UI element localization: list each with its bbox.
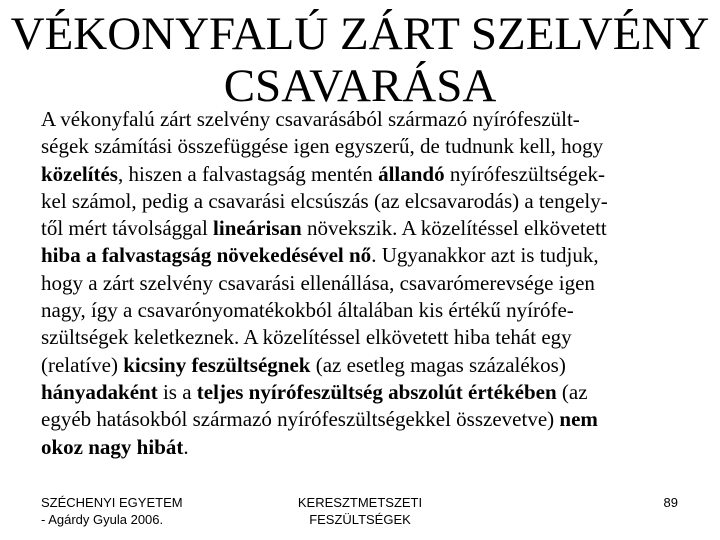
emphasis-hanyadakent: hányadaként — [41, 379, 158, 404]
body-line-3 — [41, 161, 691, 188]
body-paragraph — [41, 106, 691, 461]
slide-title-line-1: VÉKONYFALÚ ZÁRT SZELVÉNY — [10, 8, 710, 60]
body-text-segment: A vékonyfalú zárt szelvény csavarásából származó nyírófeszült- — [41, 107, 580, 131]
body-text-segment: (az — [556, 379, 588, 404]
body-text-segment: . — [183, 434, 189, 459]
body-line-7 — [41, 270, 691, 297]
body-line-1 — [41, 106, 691, 133]
footer-author — [41, 494, 183, 528]
footer-topic-line-1: KERESZTMETSZETI — [297, 495, 423, 510]
body-text-segment: , hiszen a falvastagság mentén — [117, 161, 379, 186]
body-text-segment: től mért távolsággal — [41, 216, 214, 241]
body-line-5 — [41, 215, 691, 242]
footer-author-year: - Agárdy Gyula 2006. — [41, 512, 164, 527]
body-text-segment: hogy a zárt szelvény csavarási ellenállása, csavarómerevsége igen — [41, 270, 595, 295]
body-text-segment: nyírófeszültségek- — [444, 161, 605, 186]
page-number: 89 — [663, 495, 678, 510]
body-text-segment: növekszik. A közelítéssel elkövetett — [301, 216, 607, 241]
emphasis-linearisan: lineárisan — [213, 216, 302, 241]
emphasis-hiba-no: hiba a falvastagság növekedésével nő — [41, 243, 372, 268]
body-text-segment: kel számol, pedig a csavarási elcsúszás (az elcsavarodás) a tengely- — [41, 188, 608, 213]
body-line-12 — [41, 406, 691, 433]
body-text-segment: (relatíve) — [41, 352, 124, 377]
body-line-2 — [41, 133, 691, 160]
body-line-6 — [41, 242, 691, 269]
body-line-11 — [41, 379, 691, 406]
body-text-segment: szültségek keletkeznek. A közelítéssel elkövetett hiba tehát egy — [41, 325, 572, 350]
slide-title-line-2: CSAVARÁSA — [223, 60, 497, 112]
footer-institution: SZÉCHENYI EGYETEM — [41, 495, 183, 510]
slide-title — [0, 8, 720, 112]
body-text-segment: egyéb hatásokból származó nyírófeszültségekkel összevetve) — [41, 407, 560, 432]
footer-topic-line-2: FESZÜLTSÉGEK — [309, 512, 411, 527]
emphasis-allando: állandó — [378, 161, 445, 186]
footer-topic — [290, 494, 430, 528]
emphasis-okoz: okoz nagy hibát — [41, 434, 184, 459]
body-text-segment: . Ugyanakkor azt is tudjuk, — [371, 243, 599, 268]
emphasis-teljes: teljes nyírófeszültség abszolút értékében — [196, 379, 557, 404]
body-line-9 — [41, 324, 691, 351]
body-line-4 — [41, 188, 691, 215]
body-text-segment: (az esetleg magas százalékos) — [310, 352, 566, 377]
body-line-10 — [41, 352, 691, 379]
body-text-segment: nagy, így a csavarónyomatékokból általában kis értékű nyírófe- — [41, 298, 574, 323]
emphasis-nem: nem — [559, 407, 598, 432]
body-line-8 — [41, 297, 691, 324]
body-text-segment: is a — [157, 379, 197, 404]
body-line-13 — [41, 434, 691, 461]
emphasis-kicsiny: kicsiny feszültségnek — [123, 352, 311, 377]
body-text-segment: ségek számítási összefüggése igen egyszerű, de tudnunk kell, hogy — [41, 134, 604, 159]
emphasis-kozelites: közelítés — [41, 161, 118, 186]
